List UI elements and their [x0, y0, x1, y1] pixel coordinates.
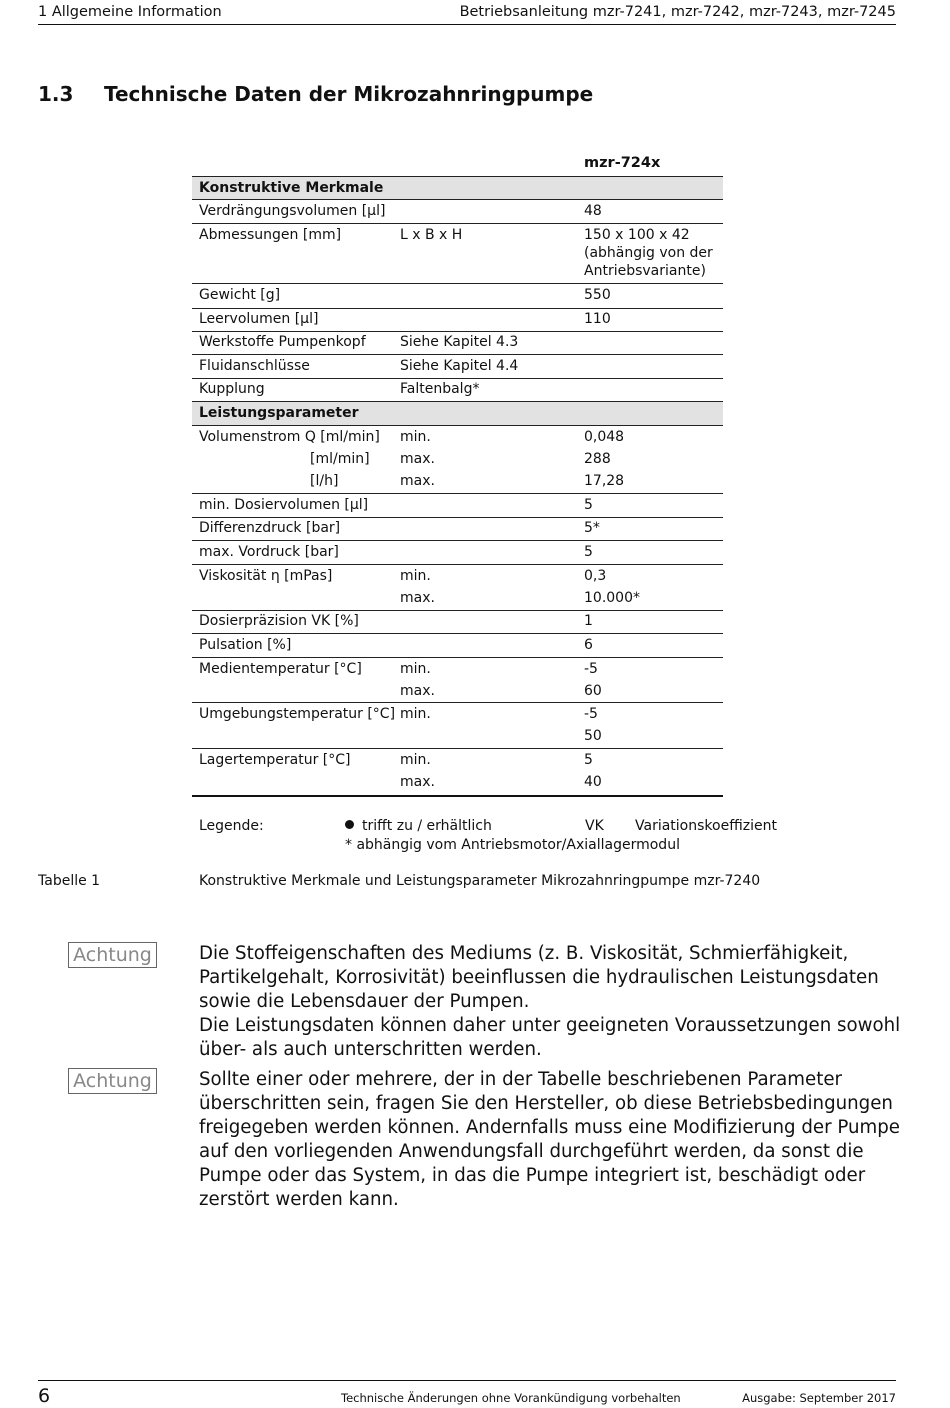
row-qualifier: min.: [400, 429, 431, 445]
text-line: überschritten sein, fragen Sie den Hersteller, ob diese Betriebsbedingungen: [199, 1093, 893, 1114]
page-footer: [38, 1380, 896, 1407]
warning-text: [199, 942, 901, 1062]
legend-abbreviation: VK: [585, 818, 604, 834]
row-value: 17,28: [584, 473, 625, 489]
column-header-model: mzr-724x: [584, 155, 661, 171]
row-qualifier: Siehe Kapitel 4.4: [400, 358, 519, 374]
text-line: Die Leistungsdaten können daher unter geeigneten Voraussetzungen sowohl: [199, 1015, 901, 1036]
header-chapter: 1 Allgemeine Information: [38, 4, 222, 20]
row-value: 48: [584, 203, 602, 219]
table-row: [192, 200, 723, 222]
text-line: sowie die Lebensdauer der Pumpen.: [199, 991, 530, 1012]
row-label: Werkstoffe Pumpenkopf: [199, 334, 366, 350]
table-caption-label: Tabelle 1: [38, 873, 101, 889]
row-label: Kupplung: [199, 381, 265, 397]
row-value: (abhängig von der: [584, 245, 713, 261]
header-manual-title: Betriebsanleitung mzr-7241, mzr-7242, mzr-7243, mzr-7245: [459, 4, 896, 20]
table-row: [192, 355, 723, 377]
row-label: Leervolumen [µl]: [199, 311, 319, 327]
footer-disclaimer: Technische Änderungen ohne Vorankündigung vorbehalten: [341, 1391, 681, 1405]
row-value: 110: [584, 311, 611, 327]
row-qualifier: min.: [400, 752, 431, 768]
table-row: [192, 658, 723, 702]
row-label: Lagertemperatur [°C]: [199, 752, 351, 768]
table-caption-text: Konstruktive Merkmale und Leistungsparameter Mikrozahnringpumpe mzr-7240: [199, 873, 761, 889]
row-value: 550: [584, 287, 611, 303]
row-qualifier: max.: [400, 683, 435, 699]
row-label: max. Vordruck [bar]: [199, 544, 339, 560]
row-value: 5: [584, 544, 593, 560]
row-value: 40: [584, 774, 602, 790]
row-value: -5: [584, 706, 598, 722]
legend-label: Legende:: [199, 818, 264, 834]
section-number: 1.3: [38, 82, 74, 106]
row-label: Pulsation [%]: [199, 637, 292, 653]
bullet-dot-icon: [345, 820, 354, 829]
text-line: über- als auch unterschritten werden.: [199, 1039, 542, 1060]
row-value: 0,3: [584, 568, 607, 584]
footer-edition: Ausgabe: September 2017: [742, 1391, 896, 1405]
table-row: [192, 284, 723, 306]
warning-badge: Achtung: [68, 1068, 157, 1094]
row-value: 6: [584, 637, 593, 653]
row-value: 5*: [584, 520, 600, 536]
text-line: Pumpe oder das System, in das die Pumpe integriert ist, beschädigt oder: [199, 1165, 866, 1186]
row-value: 60: [584, 683, 602, 699]
table-section-construct: [192, 177, 723, 199]
table-row: [192, 308, 723, 330]
row-label: Dosierpräzision VK [%]: [199, 613, 359, 629]
row-label: Viskosität η [mPas]: [199, 568, 333, 584]
row-qualifier: min.: [400, 706, 431, 722]
table-row: [192, 565, 723, 609]
row-value: 5: [584, 497, 593, 513]
row-qualifier: max.: [400, 774, 435, 790]
row-label: min. Dosiervolumen [µl]: [199, 497, 369, 513]
row-label: Abmessungen [mm]: [199, 227, 342, 243]
row-qualifier: max.: [400, 473, 435, 489]
row-value: 0,048: [584, 429, 625, 445]
row-label: Medientemperatur [°C]: [199, 661, 362, 677]
row-qualifier: max.: [400, 590, 435, 606]
row-value: 50: [584, 728, 602, 744]
row-label: Umgebungstemperatur [°C]: [199, 706, 396, 722]
text-line: freigegeben werden können. Andernfalls muss eine Modifizierung der Pumpe: [199, 1117, 900, 1138]
row-label: Differenzdruck [bar]: [199, 520, 341, 536]
page-header: [38, 4, 896, 25]
table-row: [192, 378, 723, 400]
row-value: 5: [584, 752, 593, 768]
row-label: Fluidanschlüsse: [199, 358, 310, 374]
row-value: 10.000*: [584, 590, 640, 606]
row-qualifier: Faltenbalg*: [400, 381, 480, 397]
page-number: 6: [38, 1385, 51, 1407]
row-value: 150 x 100 x 42: [584, 227, 690, 243]
section-title: Technische Daten der Mikrozahnringpumpe: [104, 82, 594, 106]
text-line: Sollte einer oder mehrere, der in der Tabelle beschriebenen Parameter: [199, 1069, 842, 1090]
table-bottom-rule: [192, 795, 723, 797]
row-value: -5: [584, 661, 598, 677]
table-row: [192, 634, 723, 656]
legend-item-footnote: * abhängig vom Antriebsmotor/Axiallagermodul: [345, 837, 680, 853]
row-label: Gewicht [g]: [199, 287, 281, 303]
row-qualifier: Siehe Kapitel 4.3: [400, 334, 519, 350]
row-unit: [l/h]: [310, 473, 339, 489]
row-label: Volumenstrom Q [ml/min]: [199, 429, 380, 445]
legend-item-text: trifft zu / erhältlich: [362, 818, 492, 834]
row-qualifier: min.: [400, 568, 431, 584]
text-line: zerstört werden kann.: [199, 1189, 399, 1210]
warning-badge: Achtung: [68, 942, 157, 968]
legend-abbreviation-meaning: Variationskoeffizient: [635, 818, 777, 834]
legend-item-applicable: [345, 818, 492, 834]
table-row: [192, 703, 723, 747]
table-row: [192, 749, 723, 793]
table-row: [192, 517, 723, 539]
row-label: Verdrängungsvolumen [µl]: [199, 203, 386, 219]
row-value: 288: [584, 451, 611, 467]
section-heading: [38, 82, 593, 106]
table-row: [192, 426, 723, 492]
table-row: [192, 494, 723, 516]
row-qualifier: min.: [400, 661, 431, 677]
row-qualifier: L x B x H: [400, 227, 463, 243]
table-section-performance: [192, 402, 723, 425]
table-row: [192, 541, 723, 563]
text-line: Die Stoffeigenschaften des Mediums (z. B. Viskosität, Schmierfähigkeit,: [199, 943, 849, 964]
row-value: 1: [584, 613, 593, 629]
row-qualifier: max.: [400, 451, 435, 467]
performance-heading: Leistungsparameter: [199, 405, 359, 421]
warning-text: [199, 1068, 900, 1212]
construct-heading: Konstruktive Merkmale: [199, 180, 384, 196]
table-row: [192, 331, 723, 353]
text-line: auf den vorliegenden Anwendungsfall durchgeführt werden, da sonst die: [199, 1141, 864, 1162]
text-line: Partikelgehalt, Korrosivität) beeinflussen die hydraulischen Leistungsdaten: [199, 967, 879, 988]
table-row: [192, 224, 723, 278]
row-unit: [ml/min]: [310, 451, 370, 467]
table-row: [192, 610, 723, 632]
row-value: Antriebsvariante): [584, 263, 706, 279]
